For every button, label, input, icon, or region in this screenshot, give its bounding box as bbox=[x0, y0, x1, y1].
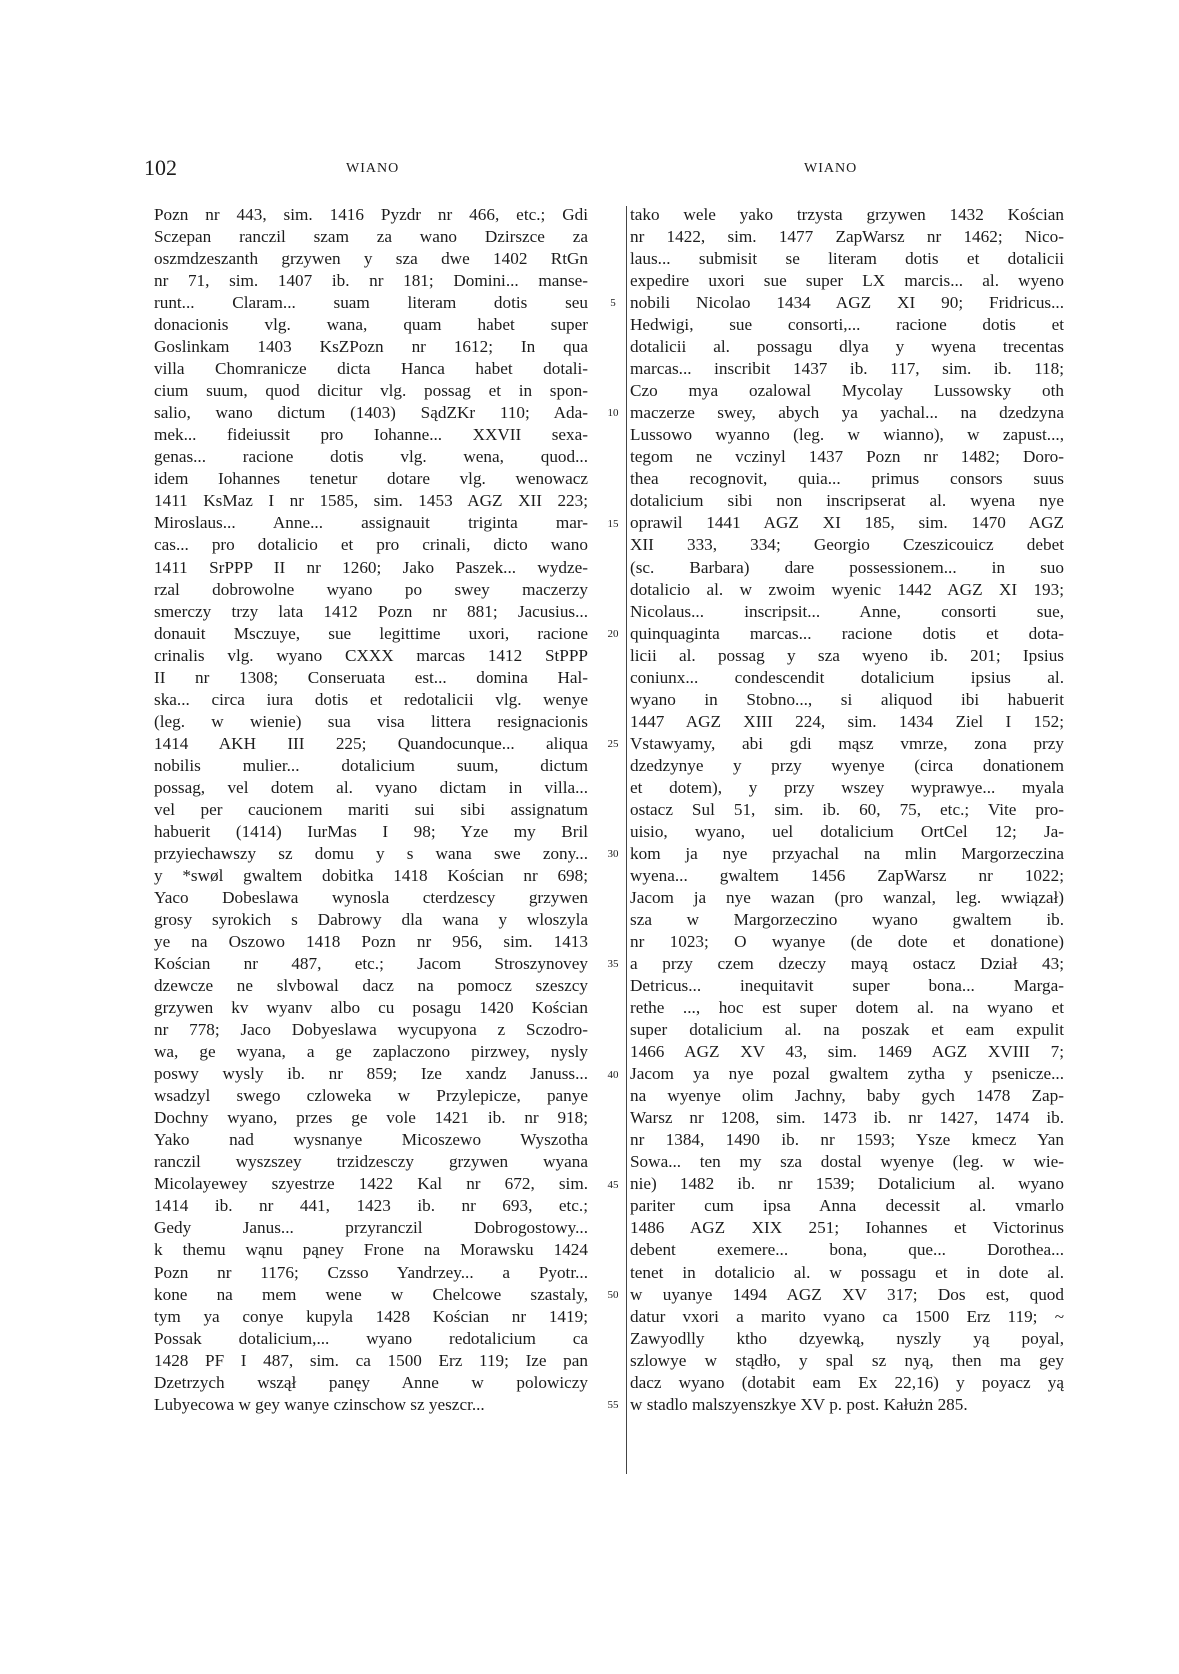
text-line: Miroslaus... Anne... assignauit triginta mar- bbox=[154, 513, 588, 533]
text-line: (leg. w wienie) sua visa littera resignacionis bbox=[154, 711, 588, 731]
text-line: tako wele yako trzysta grzywen 1432 Kościan bbox=[630, 205, 1064, 224]
text-line: dzewcze ne slvbowal dacz na pomocz szeszcy bbox=[154, 976, 588, 996]
text-line: 1486 AGZ XIX 251; Iohannes et Victorinus bbox=[630, 1218, 1064, 1238]
text-line: cium suum, quod dicitur vlg. possag et in spon- bbox=[154, 381, 588, 401]
text-line: pariter cum ipsa Anna decessit al. vmarlo bbox=[630, 1196, 1064, 1216]
line-number: 30 bbox=[607, 848, 619, 861]
text-line: donauit Msczuye, sue legittime uxori, racione bbox=[154, 623, 588, 643]
text-line: ranczil wyszszey trzidzesczy grzywen wyana bbox=[154, 1152, 588, 1172]
text-line: Nicolaus... inscripsit... Anne, consorti sue, bbox=[630, 601, 1064, 621]
line-number: 25 bbox=[607, 737, 619, 750]
text-line: dzedzynye y przy wyenye (circa donationem bbox=[630, 755, 1064, 775]
text-line: Possak dotalicium,... wyano redotalicium ca bbox=[154, 1328, 588, 1348]
text-line: a przy czem dzeczy mayą ostacz Dział 43; bbox=[630, 954, 1064, 974]
text-line: Dochny wyano, przes ge vole 1421 ib. nr 918; bbox=[154, 1108, 588, 1128]
line-number: 40 bbox=[607, 1068, 619, 1081]
text-line: przyiechawszy sz domu y s wana swe zony... bbox=[154, 843, 588, 863]
text-line: 1414 AKH III 225; Quandocunque... aliqua bbox=[154, 733, 588, 753]
text-line: Gedy Janus... przyranczil Dobrogostowy... bbox=[154, 1218, 588, 1238]
line-number: 10 bbox=[607, 407, 619, 420]
text-line: expedire uxori sue super LX marcis... al. wyeno bbox=[630, 271, 1064, 291]
text-line: na wyenye olim Jachny, baby gych 1478 Zap- bbox=[630, 1086, 1064, 1106]
text-line: Sczepan ranczil szam za wano Dzirszce za bbox=[154, 227, 588, 247]
text-line: Yako nad wysnanye Micoszewo Wyszotha bbox=[154, 1130, 588, 1150]
text-line: II nr 1308; Conseruata est... domina Hal- bbox=[154, 667, 588, 687]
text-line: kone na mem wene w Chelcowe szastaly, bbox=[154, 1284, 588, 1304]
text-line: uisio, wyano, uel dotalicium OrtCel 12; Ja- bbox=[630, 821, 1064, 841]
text-line: habuerit (1414) IurMas I 98; Yze my Bril bbox=[154, 821, 588, 841]
text-line: nobili Nicolao 1434 AGZ XI 90; Fridricus... bbox=[630, 293, 1064, 313]
text-line: rzal dobrowolne wyano po swey maczerzy bbox=[154, 579, 588, 599]
text-line: k themu wąnu pąney Frone na Morawsku 1424 bbox=[154, 1240, 588, 1260]
line-number: 20 bbox=[607, 627, 619, 640]
text-line: sza w Margorzeczino wyano gwaltem ib. bbox=[630, 910, 1064, 929]
text-line: tym ya conye kupyla 1428 Kościan nr 1419; bbox=[154, 1306, 588, 1326]
text-line: nobilis mulier... dotalicium suum, dictum bbox=[154, 755, 588, 775]
right-column bbox=[630, 204, 1064, 1416]
text-line: ye na Oszowo 1418 Pozn nr 956, sim. 1413 bbox=[154, 932, 588, 952]
text-line: Jacom ya nye pozal gwaltem zytha y psenicze... bbox=[630, 1064, 1064, 1084]
text-line: Lubyecowa w gey wanye czinschow sz yeszcr... bbox=[154, 1394, 485, 1414]
text-line: Yaco Dobeslawa wynosla cterdzescy grzywen bbox=[154, 887, 588, 907]
text-line: genas... racione dotis vlg. wena, quod... bbox=[154, 447, 588, 467]
text-line: runt... Claram... suam literam dotis seu bbox=[154, 293, 588, 313]
left-column bbox=[154, 204, 588, 1416]
text-line: dotalicio al. w zwoim wyenic 1442 AGZ XI 193; bbox=[630, 579, 1064, 599]
text-line: Dzetrzych wszął panęy Anne w polowiczy bbox=[154, 1372, 588, 1392]
text-line: rethe ..., hoc est super dotem al. na wyano et bbox=[630, 998, 1064, 1018]
text-line: wyano in Stobno..., si aliquod ibi habuerit bbox=[630, 689, 1064, 709]
text-line: Hedwigi, sue consorti,... racione dotis et bbox=[630, 315, 1064, 335]
text-line: maczerze swey, abych ya yachal... na dzedzyna bbox=[630, 403, 1064, 423]
line-number: 45 bbox=[607, 1178, 619, 1191]
text-line: villa Chomranicze dicta Hanca habet dotali- bbox=[154, 359, 588, 379]
text-line: Vstawyamy, abi gdi mąsz vmrze, zona przy bbox=[630, 733, 1064, 753]
text-line: wsadzyl swego czloweka w Przylepicze, panye bbox=[154, 1086, 588, 1106]
text-line: tegom ne vczinyl 1437 Pozn nr 1482; Doro- bbox=[630, 447, 1064, 467]
text-line: super dotalicium al. na poszak et eam expulit bbox=[630, 1020, 1064, 1040]
text-line: 1466 AGZ XV 43, sim. 1469 AGZ XVIII 7; bbox=[630, 1042, 1064, 1062]
text-line: laus... submisit se literam dotis et dotalicii bbox=[630, 249, 1064, 269]
text-line: idem Iohannes tenetur dotare vlg. wenowacz bbox=[154, 469, 588, 489]
text-line: XII 333, 334; Georgio Czeszicouicz debet bbox=[630, 535, 1064, 555]
text-line: Pozn nr 1176; Czsso Yandrzey... a Pyotr... bbox=[154, 1262, 588, 1282]
text-line: salio, wano dictum (1403) SądZKr 110; Ada- bbox=[154, 403, 588, 423]
text-line: ostacz Sul 51, sim. ib. 60, 75, etc.; Vite pro- bbox=[630, 799, 1064, 819]
line-number: 15 bbox=[607, 517, 619, 530]
line-number: 55 bbox=[607, 1399, 619, 1412]
text-line: oprawil 1441 AGZ XI 185, sim. 1470 AGZ bbox=[630, 513, 1064, 533]
text-line: Zawyodlly ktho dzyewką, nyszly yą poyal, bbox=[630, 1328, 1064, 1348]
text-line: dotalicium sibi non inscripserat al. wyena nye bbox=[630, 491, 1064, 511]
text-line: nr 1384, 1490 ib. nr 1593; Ysze kmecz Yan bbox=[630, 1130, 1064, 1150]
text-line: Kościan nr 487, etc.; Jacom Stroszynovey bbox=[154, 954, 588, 974]
text-line: 1414 ib. nr 441, 1423 ib. nr 693, etc.; bbox=[154, 1196, 588, 1216]
text-line: quinquaginta marcas... racione dotis et dota- bbox=[630, 623, 1064, 643]
text-line: grosy syrokich s Dabrowy dla wana y wloszyla bbox=[154, 910, 588, 929]
text-line: wa, ge wyana, a ge zaplaczono pirzwey, nysly bbox=[154, 1042, 588, 1062]
text-line: nr 71, sim. 1407 ib. nr 181; Domini... manse- bbox=[154, 271, 588, 291]
running-head-left: WIANO bbox=[346, 161, 400, 176]
text-line: Sowa... ten my sza dostal wyenye (leg. w wie- bbox=[630, 1152, 1064, 1172]
text-line: dotalicii al. possagu dlya y wyena trecentas bbox=[630, 337, 1064, 357]
text-line: y *swøl gwaltem dobitka 1418 Kościan nr 698; bbox=[154, 865, 588, 885]
text-line: Warsz nr 1208, sim. 1473 ib. nr 1427, 1474 ib. bbox=[630, 1108, 1064, 1128]
text-line: debent exemere... bona, que... Dorothea... bbox=[630, 1240, 1064, 1260]
text-line: datur vxori a marito vyano ca 1500 Erz 119; ~ bbox=[630, 1306, 1064, 1326]
text-line: wyena... gwaltem 1456 ZapWarsz nr 1022; bbox=[630, 865, 1064, 885]
text-line: szlowye w stądło, y spal sz nyą, then ma gey bbox=[630, 1350, 1064, 1370]
text-line: (sc. Barbara) dare possessionem... in suo bbox=[630, 557, 1064, 577]
text-line: dacz wyano (dotabit eam Ex 22,16) y poyacz yą bbox=[630, 1372, 1064, 1392]
page-number: 102 bbox=[144, 155, 177, 180]
text-line: Detricus... inequitavit super bona... Marga- bbox=[630, 976, 1064, 996]
running-head-right: WIANO bbox=[804, 161, 858, 176]
text-line: mek... fideiussit pro Iohanne... XXVII sexa- bbox=[154, 425, 588, 445]
line-number: 5 bbox=[610, 297, 616, 310]
column-divider bbox=[626, 206, 627, 1474]
text-line: kom ja nye przyachal na mlin Margorzeczina bbox=[630, 843, 1064, 863]
text-line: poswy wysly ib. nr 859; Ize xandz Januss... bbox=[154, 1064, 588, 1084]
text-line: Goslinkam 1403 KsZPozn nr 1612; In qua bbox=[154, 337, 588, 357]
text-line: donacionis vlg. wana, quam habet super bbox=[154, 315, 588, 335]
text-line: 1447 AGZ XIII 224, sim. 1434 Ziel I 152; bbox=[630, 711, 1064, 731]
text-line: et dotem), y przy wszey wyprawye... myala bbox=[630, 777, 1064, 797]
text-line: nie) 1482 ib. nr 1539; Dotalicium al. wyano bbox=[630, 1174, 1064, 1194]
text-line: nr 1023; O wyanye (de dote et donatione) bbox=[630, 932, 1064, 952]
line-number: 35 bbox=[607, 958, 619, 971]
text-line: grzywen kv wyanv albo cu posagu 1420 Kościan bbox=[154, 998, 588, 1018]
text-line: 1411 KsMaz I nr 1585, sim. 1453 AGZ XII 223; bbox=[154, 491, 588, 511]
text-line: licii al. possag y sza wyeno ib. 201; Ipsius bbox=[630, 645, 1064, 665]
text-line: crinalis vlg. wyano CXXX marcas 1412 StPPP bbox=[154, 645, 588, 665]
text-line: w uyanye 1494 AGZ XV 317; Dos est, quod bbox=[630, 1284, 1064, 1304]
text-line: nr 1422, sim. 1477 ZapWarsz nr 1462; Nico- bbox=[630, 227, 1064, 247]
text-line: tenet in dotalicio al. w possagu et in dote al. bbox=[630, 1262, 1064, 1282]
text-line: 1411 SrPPP II nr 1260; Jako Paszek... wydze- bbox=[154, 557, 588, 577]
text-line: thea recognovit, quia... primus consors suus bbox=[630, 469, 1064, 489]
text-line: coniunx... condescendit dotalicium ipsius al. bbox=[630, 667, 1064, 687]
text-line: Jacom ja nye wazan (pro wanzal, leg. wwiązał) bbox=[630, 887, 1064, 907]
text-line: Czo mya ozalowal Mycolay Lussowsky oth bbox=[630, 381, 1064, 401]
text-line: oszmdzeszanth grzywen y sza dwe 1402 RtGn bbox=[154, 249, 588, 269]
text-line: Micolayewey szyestrze 1422 Kal nr 672, sim. bbox=[154, 1174, 588, 1194]
text-line: w stadlo malszyenszkye XV p. post. Kałużn 285. bbox=[630, 1394, 968, 1414]
text-line: Lussowo wyanno (leg. w wianno), w zapust..., bbox=[630, 425, 1064, 445]
text-line: ska... circa iura dotis et redotalicii vlg. wenye bbox=[154, 689, 588, 709]
text-line: cas... pro dotalicio et pro crinali, dicto wano bbox=[154, 535, 588, 555]
text-line: 1428 PF I 487, sim. ca 1500 Erz 119; Ize pan bbox=[154, 1350, 588, 1370]
text-line: possag, vel dotem al. vyano dictam in villa... bbox=[154, 777, 588, 797]
text-line: nr 778; Jaco Dobyeslawa wycupyona z Sczodro- bbox=[154, 1020, 588, 1040]
line-number: 50 bbox=[607, 1288, 619, 1301]
text-line: vel per caucionem mariti sui sibi assignatum bbox=[154, 799, 588, 819]
text-line: Pozn nr 443, sim. 1416 Pyzdr nr 466, etc.; Gdi bbox=[154, 205, 588, 224]
text-line: marcas... inscribit 1437 ib. 117, sim. ib. 118; bbox=[630, 359, 1064, 379]
text-line: smerczy trzy lata 1412 Pozn nr 881; Jacusius... bbox=[154, 601, 588, 621]
